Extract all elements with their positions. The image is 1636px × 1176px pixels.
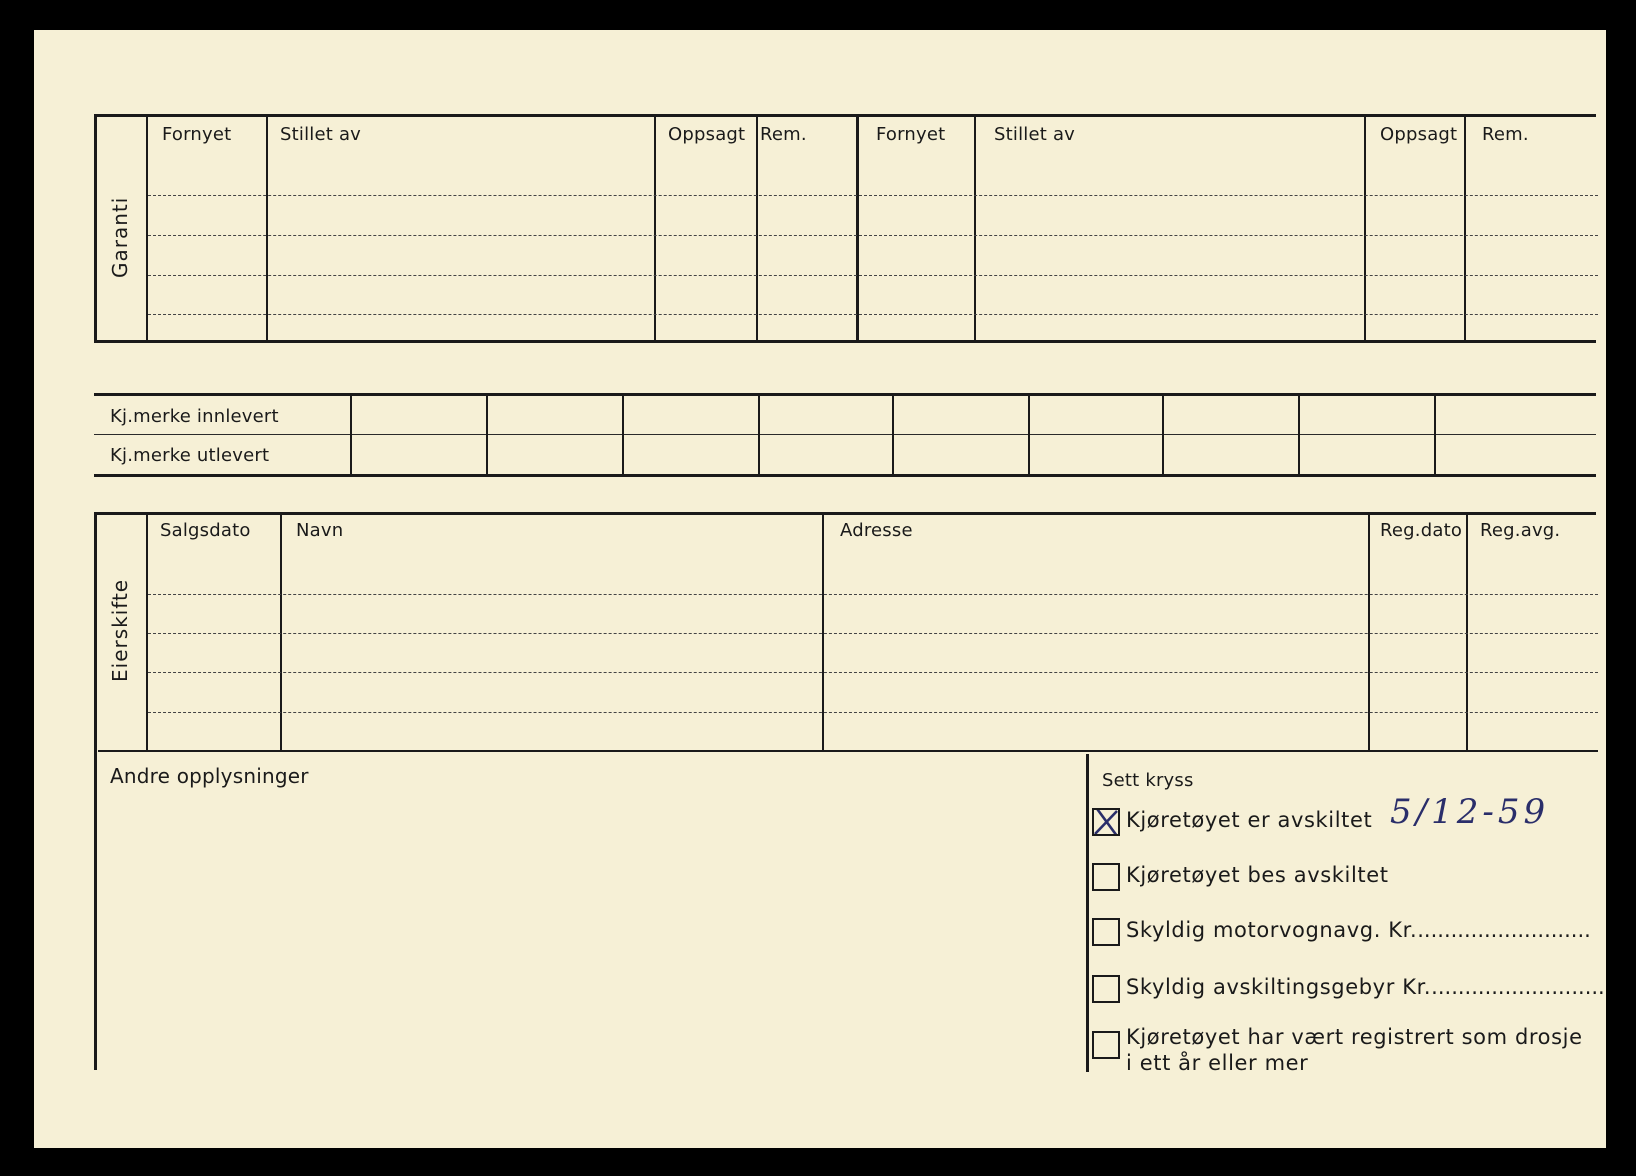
garanti-header-fornyet-2: Fornyet xyxy=(876,124,946,145)
kjmerke-col-divider xyxy=(758,396,760,474)
garanti-header-oppsagt: Oppsagt xyxy=(668,124,746,145)
garanti-row-line xyxy=(148,314,1598,315)
option-avskiltet-label: Kjøretøyet er avskiltet xyxy=(1126,808,1373,832)
garanti-row-line xyxy=(148,275,1598,276)
handwritten-date: 5/12-59 xyxy=(1390,792,1550,832)
garanti-header-fornyet: Fornyet xyxy=(162,124,232,145)
garanti-header-stillet-av-2: Stillet av xyxy=(994,124,1076,145)
sett-kryss-left-border xyxy=(1086,754,1089,1072)
option-avskiltingsgebyr-label xyxy=(1126,975,1605,999)
eierskifte-row-line xyxy=(148,594,1598,595)
option-motorvognavg-label xyxy=(1126,918,1591,942)
garanti-row-line xyxy=(148,235,1598,236)
option-avskiltingsgebyr-text: Skyldig avskiltingsgebyr Kr. xyxy=(1126,975,1432,999)
garanti-header-oppsagt-2: Oppsagt xyxy=(1380,124,1458,145)
eierskifte-section-label: Eierskifte xyxy=(108,578,132,682)
garanti-left-border xyxy=(94,114,97,342)
registration-card xyxy=(34,30,1606,1148)
check-x-icon xyxy=(1094,810,1118,834)
kjmerke-col-divider xyxy=(1028,396,1030,474)
motorvognavg-amount-leader: .......................... xyxy=(1417,918,1591,942)
eierskifte-bottom-border xyxy=(98,750,1598,752)
kjmerke-col-divider xyxy=(1298,396,1300,474)
avskiltingsgebyr-amount-leader: .......................... xyxy=(1431,975,1605,999)
checkbox-drosje[interactable] xyxy=(1092,1031,1120,1059)
option-drosje-label: Kjøretøyet har vært registrert som drosje xyxy=(1126,1025,1583,1049)
option-motorvognavg-text: Skyldig motorvognavg. Kr. xyxy=(1126,918,1418,942)
eierskifte-top-border xyxy=(94,512,1596,515)
garanti-col-divider xyxy=(1364,116,1366,340)
option-bes-avskiltet-label: Kjøretøyet bes avskiltet xyxy=(1126,863,1389,887)
checkbox-avskiltet[interactable] xyxy=(1092,808,1120,836)
garanti-header-stillet-av: Stillet av xyxy=(280,124,362,145)
eierskifte-left-border xyxy=(94,512,97,1070)
checkbox-bes-avskiltet[interactable] xyxy=(1092,863,1120,891)
garanti-col-divider xyxy=(654,116,656,340)
garanti-row-line xyxy=(148,195,1598,196)
eierskifte-header-reg-avg: Reg.avg. xyxy=(1480,520,1561,541)
checkbox-motorvognavg[interactable] xyxy=(1092,918,1120,946)
garanti-header-rem-2: Rem. xyxy=(1482,124,1529,145)
garanti-header-rem: Rem. xyxy=(760,124,807,145)
checkbox-avskiltingsgebyr[interactable] xyxy=(1092,975,1120,1003)
kjmerke-col-divider xyxy=(1434,396,1436,474)
garanti-col-divider xyxy=(756,116,758,340)
eierskifte-header-adresse: Adresse xyxy=(840,520,913,541)
garanti-col-divider xyxy=(1464,116,1466,340)
kjmerke-bottom-border xyxy=(94,474,1596,477)
kjmerke-col-divider xyxy=(1162,396,1164,474)
kjmerke-col-divider xyxy=(350,396,352,474)
kjmerke-middle-line xyxy=(94,434,1596,435)
kjmerke-utlevert-label: Kj.merke utlevert xyxy=(110,445,270,466)
option-drosje-label-line2: i ett år eller mer xyxy=(1126,1051,1309,1075)
eierskifte-header-reg-dato: Reg.dato xyxy=(1380,520,1463,541)
garanti-top-border xyxy=(94,114,1596,117)
kjmerke-col-divider xyxy=(486,396,488,474)
eierskifte-row-line xyxy=(148,712,1598,713)
garanti-col-divider xyxy=(146,116,148,340)
garanti-col-divider xyxy=(266,116,268,340)
eierskifte-header-navn: Navn xyxy=(296,520,344,541)
sett-kryss-label: Sett kryss xyxy=(1102,770,1194,791)
garanti-col-divider xyxy=(856,116,859,340)
eierskifte-header-salgsdato: Salgsdato xyxy=(160,520,251,541)
kjmerke-top-border xyxy=(94,393,1596,396)
eierskifte-row-line xyxy=(148,672,1598,673)
kjmerke-col-divider xyxy=(892,396,894,474)
garanti-bottom-border xyxy=(94,340,1596,343)
kjmerke-innlevert-label: Kj.merke innlevert xyxy=(110,406,279,427)
garanti-col-divider xyxy=(974,116,976,340)
garanti-section-label: Garanti xyxy=(108,196,132,278)
andre-opplysninger-label: Andre opplysninger xyxy=(110,764,309,788)
eierskifte-row-line xyxy=(148,633,1598,634)
kjmerke-col-divider xyxy=(622,396,624,474)
